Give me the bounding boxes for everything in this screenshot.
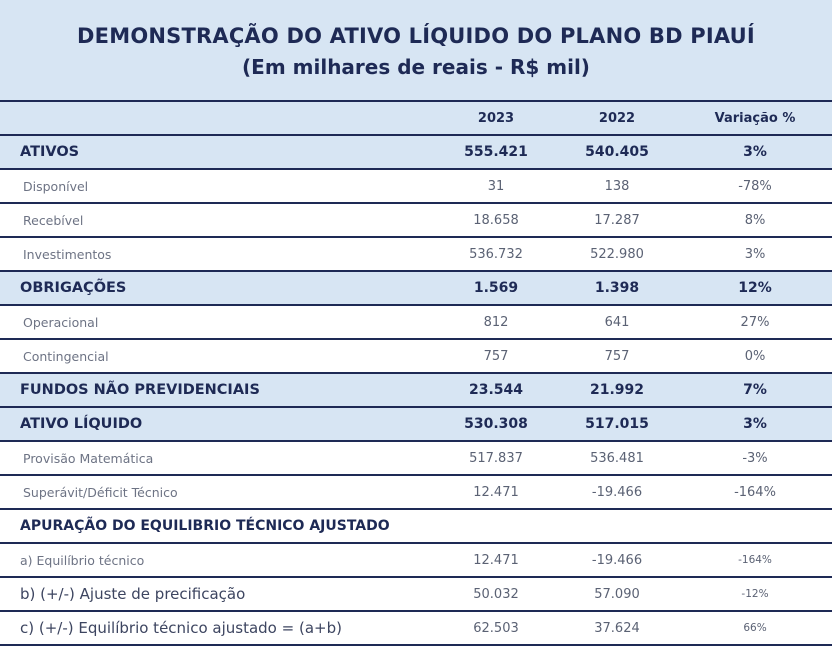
value-2023: 12.471 [436, 475, 556, 509]
value-2023 [436, 509, 556, 543]
variation: 0% [678, 339, 832, 373]
value-2022: 37.624 [556, 611, 678, 645]
variation: 3% [678, 237, 832, 271]
row-ajuste-precificacao [0, 577, 832, 611]
variation: 3% [678, 407, 832, 441]
value-2022: -19.466 [556, 543, 678, 577]
row-label: FUNDOS NÃO PREVIDENCIAIS [0, 373, 436, 407]
row-label: ATIVOS [0, 135, 436, 169]
row-recebivel [0, 203, 832, 237]
row-equilibrio-ajustado [0, 611, 832, 645]
row-label: Recebível [0, 203, 436, 237]
variation: -164% [678, 475, 832, 509]
variation: -12% [678, 577, 832, 611]
row-label: Provisão Matemática [0, 441, 436, 475]
header-label [0, 101, 436, 135]
value-2023: 18.658 [436, 203, 556, 237]
row-ativo-liquido [0, 407, 832, 441]
row-label: Operacional [0, 305, 436, 339]
row-label: Investimentos [0, 237, 436, 271]
variation: 3% [678, 135, 832, 169]
variation: -164% [678, 543, 832, 577]
table-header-row [0, 101, 832, 135]
variation: 27% [678, 305, 832, 339]
row-label: OBRIGAÇÕES [0, 271, 436, 305]
value-2022: 57.090 [556, 577, 678, 611]
row-obrigacoes [0, 271, 832, 305]
value-2022: 1.398 [556, 271, 678, 305]
row-contingencial [0, 339, 832, 373]
value-2022: 757 [556, 339, 678, 373]
header-2023: 2023 [436, 101, 556, 135]
value-2022 [556, 509, 678, 543]
row-label: Disponível [0, 169, 436, 203]
row-superavit-deficit [0, 475, 832, 509]
row-label: a) Equilíbrio técnico [0, 543, 436, 577]
row-label: c) (+/-) Equilíbrio técnico ajustado = (a+b) [0, 611, 436, 645]
row-label: ATIVO LÍQUIDO [0, 407, 436, 441]
row-fundos-nao-previdenciais [0, 373, 832, 407]
value-2023: 530.308 [436, 407, 556, 441]
row-disponivel [0, 169, 832, 203]
value-2023: 62.503 [436, 611, 556, 645]
variation: 66% [678, 611, 832, 645]
value-2023: 757 [436, 339, 556, 373]
variation [678, 509, 832, 543]
value-2023: 517.837 [436, 441, 556, 475]
row-label: APURAÇÃO DO EQUILIBRIO TÉCNICO AJUSTADO [0, 509, 436, 543]
value-2023: 555.421 [436, 135, 556, 169]
page-title: DEMONSTRAÇÃO DO ATIVO LÍQUIDO DO PLANO BD PIAUÍ [77, 24, 755, 48]
value-2022: 536.481 [556, 441, 678, 475]
value-2023: 812 [436, 305, 556, 339]
row-label: Contingencial [0, 339, 436, 373]
row-equilibrio-tecnico [0, 543, 832, 577]
variation: -78% [678, 169, 832, 203]
variation: 8% [678, 203, 832, 237]
row-investimentos [0, 237, 832, 271]
value-2022: -19.466 [556, 475, 678, 509]
value-2022: 522.980 [556, 237, 678, 271]
variation: -3% [678, 441, 832, 475]
row-ativos [0, 135, 832, 169]
value-2022: 517.015 [556, 407, 678, 441]
value-2022: 641 [556, 305, 678, 339]
value-2023: 31 [436, 169, 556, 203]
value-2023: 12.471 [436, 543, 556, 577]
value-2022: 540.405 [556, 135, 678, 169]
variation: 12% [678, 271, 832, 305]
value-2023: 50.032 [436, 577, 556, 611]
title-banner [0, 0, 832, 100]
row-label: b) (+/-) Ajuste de precificação [0, 577, 436, 611]
value-2023: 1.569 [436, 271, 556, 305]
row-label: Superávit/Déficit Técnico [0, 475, 436, 509]
row-operacional [0, 305, 832, 339]
page-subtitle: (Em milhares de reais - R$ mil) [242, 55, 590, 79]
row-apuracao-header [0, 509, 832, 543]
value-2023: 23.544 [436, 373, 556, 407]
value-2023: 536.732 [436, 237, 556, 271]
header-variation: Variação % [678, 101, 832, 135]
value-2022: 21.992 [556, 373, 678, 407]
net-assets-table [0, 100, 832, 646]
value-2022: 138 [556, 169, 678, 203]
row-provisao-matematica [0, 441, 832, 475]
value-2022: 17.287 [556, 203, 678, 237]
variation: 7% [678, 373, 832, 407]
header-2022: 2022 [556, 101, 678, 135]
